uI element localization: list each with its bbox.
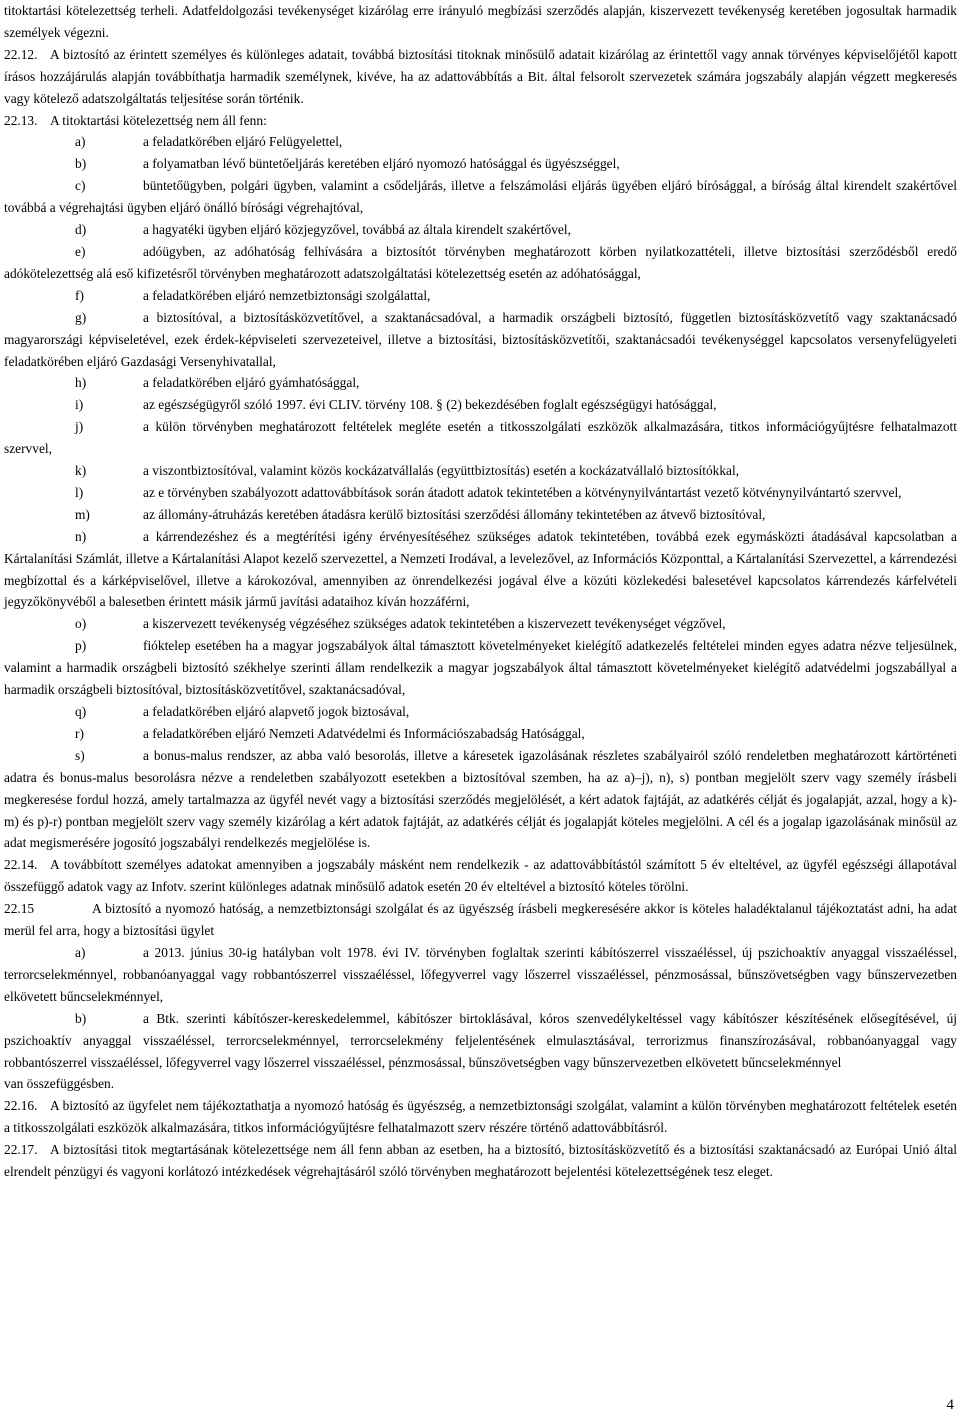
list-item — [4, 942, 957, 1008]
paragraph-22-17 — [4, 1139, 957, 1183]
list-item — [4, 635, 957, 701]
offence-list — [4, 942, 957, 1073]
list-item-label: k) — [75, 463, 87, 479]
list-item — [4, 723, 957, 745]
paragraph-22-16 — [4, 1095, 957, 1139]
list-item-text: a feladatkörében eljáró Felügyelettel, — [143, 134, 343, 150]
section-number: 22.13. — [4, 112, 38, 128]
list-item-text: a kiszervezett tevékenység végzéséhez szükséges adatok tekintetében a kiszervezett tevékenységet végzővel, — [143, 616, 726, 632]
list-item-label: m) — [75, 506, 90, 522]
list-item — [4, 701, 957, 723]
list-item — [4, 504, 957, 526]
paragraph-22-15-end: van összefüggésben. — [4, 1076, 115, 1092]
list-item — [4, 219, 957, 241]
list-item-label: l) — [75, 484, 84, 500]
list-item-text: fióktelep esetében ha a magyar jogszabályok által támasztott követelményeket kielégítő adatkezelés feltételei minden egyes adatra nézve teljesülnek, valamint a harmadik országbeli biztosító székhelye szerinti állam rendelkezik a magyar jogszabályok által támasztott követelményeket kielégítő adatvédelmi jogszabállyal a harmadik országbeli biztosítóval, biztosításközvetítővel, szaktanácsadóval, — [4, 638, 957, 698]
list-item-text: a 2013. június 30-ig hatályban volt 1978. évi IV. törvényben foglaltak szerinti kábítószerrel visszaéléssel, új pszichoaktív anyaggal visszaéléssel, terrorcselekménnyel, robbanóanyaggal vagy robbantószerrel visszaéléssel, lőfegyverrel vagy lőszerrel visszaéléssel, pénzmosással, bűnszövetségben vagy bűnszervezetben elkövetett bűncselekménnyel, — [4, 944, 957, 1004]
list-item-label: j) — [75, 419, 84, 435]
list-item — [4, 613, 957, 635]
paragraph-22-15 — [4, 898, 957, 942]
list-item-label: a) — [75, 944, 86, 960]
list-item-text: a feladatkörében eljáró nemzetbiztonsági szolgálattal, — [143, 287, 431, 303]
paragraph-intro: titoktartási kötelezettség terheli. Adatfeldolgozási tevékenységet kizárólag erre irányuló megbízási szerződés alapján, kiszervezett tevékenység keretében jogosultak harmadik személyek végezni. — [4, 3, 957, 40]
list-item — [4, 307, 957, 373]
list-item-text: a külön törvényben meghatározott feltételek megléte esetén a titkosszolgálati eszközök alkalmazására, titkos információgyűjtésre felhatalmazott szervvel, — [4, 419, 957, 457]
paragraph-text: A titoktartási kötelezettség nem áll fenn: — [50, 112, 267, 128]
list-item-text: a viszontbiztosítóval, valamint közös kockázatvállalás (együttbiztosítás) esetén a kockázatvállaló biztosítókkal, — [143, 463, 740, 479]
list-item — [4, 460, 957, 482]
list-item-label: d) — [75, 222, 87, 238]
list-item-text: az egészségügyről szóló 1997. évi CLIV. törvény 108. § (2) bekezdésében foglalt egészségügyi hatósággal, — [143, 397, 717, 413]
list-item-text: a feladatkörében eljáró gyámhatósággal, — [143, 375, 360, 391]
list-item-label: a) — [75, 134, 86, 150]
list-item-text: a folyamatban lévő büntetőeljárás keretében eljáró nyomozó hatósággal és ügyészséggel, — [143, 156, 620, 172]
list-item — [4, 526, 957, 614]
list-item — [4, 131, 957, 153]
list-item-text: a kárrendezéshez és a megtérítési igény érvényesítéséhez szükséges adatok tekintetében, továbbá ezek egymásközti átadásával kapcsolatban a Kártalanítási Számlát, illetve a Kártalanítási Alapot kezelő szervezettel, a Nemzeti Irodával, a levelezővel, az Információs Központtal, a Kártalanítási Szervezettel, a kárrendezési megbízottal és a kárképviselővel, illetve a károkozóval, amennyiben az önrendelkezési jogával élve a közúti közlekedési balesetével kapcsolatos kárrendezés kárfelvételi jegyzőkönyvéből a balesetben érintett másik jármű javítási adataihoz kíván hozzáférni, — [4, 528, 957, 610]
list-item-text: a bonus-malus rendszer, az abba való besorolás, illetve a káresetek igazolásának részletes szabályairól szóló rendeletben meghatározott kártörténeti adatra és bonus-malus besorolásra nézve a rendeletben szabályozott esetekben a biztosítóval szemben, ha az a)–j), n), s) pontban megjelölt szerv vagy személy írásbeli megkeresése fordul hozzá, amely tartalmazza az ügyfél nevét vagy a biztosítási szerződés megjelölését, a kért adatok fajtáját, az adatkérés célját és jogalapját, azzal, hogy a k)-m) és p)-r) pontban megjelölt szerv vagy személy kizárólag a kért adatok fajtáját, az adatkérés célját és jogalapját köteles megjelölni. A cél és a jogalap igazolásának minősül az adat megismerésére jogosító jogszabályi rendelkezés megjelölése is. — [4, 747, 957, 851]
list-item — [4, 482, 957, 504]
list-item-label: h) — [75, 375, 87, 391]
list-item — [4, 416, 957, 460]
list-item-label: i) — [75, 397, 84, 413]
page-number: 4 — [946, 1397, 954, 1413]
section-number: 22.17. — [4, 1142, 38, 1158]
list-item-label: q) — [75, 704, 87, 719]
list-item-text: büntetőügyben, polgári ügyben, valamint a csődeljárás, illetve a felszámolási eljárás ügyében eljáró bírósággal, a bíróság által kirendelt szakértővel továbbá a végrehajtási ügyben eljáró önálló bírósági végrehajtóval, — [4, 178, 957, 216]
list-item-label: r) — [75, 725, 84, 741]
list-item-label: g) — [75, 309, 87, 325]
section-number: 22.15 — [4, 901, 35, 917]
list-item-label: p) — [75, 638, 87, 654]
list-item-text: a feladatkörében eljáró Nemzeti Adatvédelmi és Információszabadság Hatósággal, — [143, 725, 585, 741]
list-item — [4, 394, 957, 416]
list-item-label: e) — [75, 243, 86, 259]
list-item-label: f) — [75, 287, 84, 303]
list-item-text: a feladatkörében eljáró alapvető jogok biztosával, — [143, 704, 410, 719]
paragraph-22-12 — [4, 44, 957, 110]
section-number: 22.12. — [4, 46, 38, 62]
paragraph-text: A biztosító az ügyfelet nem tájékoztathatja a nyomozó hatóság és ügyészség, a nemzetbiztonsági szolgálat, valamint a külön törvényben meghatározott feltételek esetén a titkosszolgálati eszközök alkalmazására, titkos információgyűjtésre felhatalmazott szerv részére történő adattovábbításról. — [4, 1098, 957, 1136]
list-item-label: b) — [75, 1010, 87, 1026]
section-number: 22.16. — [4, 1098, 38, 1114]
list-item — [4, 175, 957, 219]
paragraph-text: A biztosító a nyomozó hatóság, a nemzetbiztonsági szolgálat és az ügyészség írásbeli megkeresésére akkor is köteles haladéktalanul tájékoztatást adni, ha adat merül fel arra, hogy a biztosítási ügylet — [4, 901, 957, 939]
list-item — [4, 285, 957, 307]
list-item-label: o) — [75, 616, 87, 632]
list-item — [4, 745, 957, 855]
paragraph-text: A biztosító az érintett személyes és különleges adatait, továbbá biztosítási titoknak minősülő adatait kizárólag az érintettől vagy annak törvényes képviselőjétől kapott írásos hozzájárulás alapján továbbíthatja harmadik személynek, kivéve, ha az adattovábbítás a Bit. által felsorolt szervezetek számára jogszabály alapján végzett megkeresés vagy kötelező adatszolgáltatás teljesítése során történik. — [4, 46, 957, 106]
list-item-label: c) — [75, 178, 86, 194]
list-item — [4, 372, 957, 394]
list-item-text: adóügyben, az adóhatóság felhívására a biztosítót törvényben meghatározott körben nyilatkozattételi, illetve biztosítási szerződésből eredő adókötelezettség alá eső kifizetésről törvényben meghatározott adatszolgáltatási kötelezettség esetén az adóhatósággal, — [4, 243, 957, 281]
list-item-text: a biztosítóval, a biztosításközvetítővel, a szaktanácsadóval, a harmadik országbeli biztosító, független biztosításközvetítő vagy szaktanácsadó magyarországi képviseletével, ezek érdek-képviseleti szervezeteivel, illetve a biztosítási, biztosításközvetítői, szaktanácsadói tevékenységgel kapcsolatos versenyfelügyeleti feladatkörében eljáró Gazdasági Versenyhivatallal, — [4, 309, 957, 369]
paragraph-text: A biztosítási titok megtartásának kötelezettsége nem áll fenn abban az esetben, ha a biztosító, biztosításközvetítő és a biztosítási szaktanácsadó az Európai Unió által elrendelt pénzügyi és vagyoni korlátozó intézkedések végrehajtásáról szóló törvényben meghatározott bejelentési kötelezettségének tesz eleget. — [4, 1142, 957, 1180]
list-item — [4, 153, 957, 175]
paragraph-text: A továbbított személyes adatokat amennyiben a jogszabály másként nem rendelkezik - az adattovábbítástól számított 5 év elteltével, az ügyfél egészségi állapotával összefüggő adatok vagy az Infotv. szerint különleges adatnak minősülő adatok esetén 20 év elteltével a biztosító köteles törölni. — [4, 857, 957, 895]
list-item-text: a Btk. szerinti kábítószer-kereskedelemmel, kábítószer birtoklásával, kóros szenvedélykeltéssel vagy kábítószer készítésének elősegítésével, új pszichoaktív anyaggal visszaéléssel, terrorcselekménnyel, terrorcselekmény feljelentésének elmulasztásával, terrorizmus finanszírozásával, robbanóanyaggal vagy robbantószerrel visszaéléssel, lőfegyverrel vagy lőszerrel visszaéléssel, pénzmosással, bűnszövetségben vagy bűnszervezetben elkövetett bűncselekménnyel — [4, 1010, 957, 1070]
list-item — [4, 1008, 957, 1074]
list-item-label: b) — [75, 156, 87, 172]
list-item-text: az e törvényben szabályozott adattovábbítások során átadott adatok tekintetében a kötvénynyilvántartást vezető kötvénynyilvántartó szervvel, — [143, 484, 902, 500]
paragraph-22-13 — [4, 110, 957, 132]
list-item-text: az állomány-átruházás keretében átadásra kerülő biztosítási szerződési állomány tekintetében az átvevő biztosítóval, — [143, 506, 766, 522]
list-item — [4, 241, 957, 285]
list-item-label: s) — [75, 747, 85, 763]
section-number: 22.14. — [4, 857, 38, 873]
list-item-text: a hagyatéki ügyben eljáró közjegyzővel, továbbá az általa kirendelt szakértővel, — [143, 222, 571, 238]
exception-list — [4, 131, 957, 854]
list-item-label: n) — [75, 528, 87, 544]
document-body — [4, 0, 957, 1183]
paragraph-22-14 — [4, 854, 957, 898]
